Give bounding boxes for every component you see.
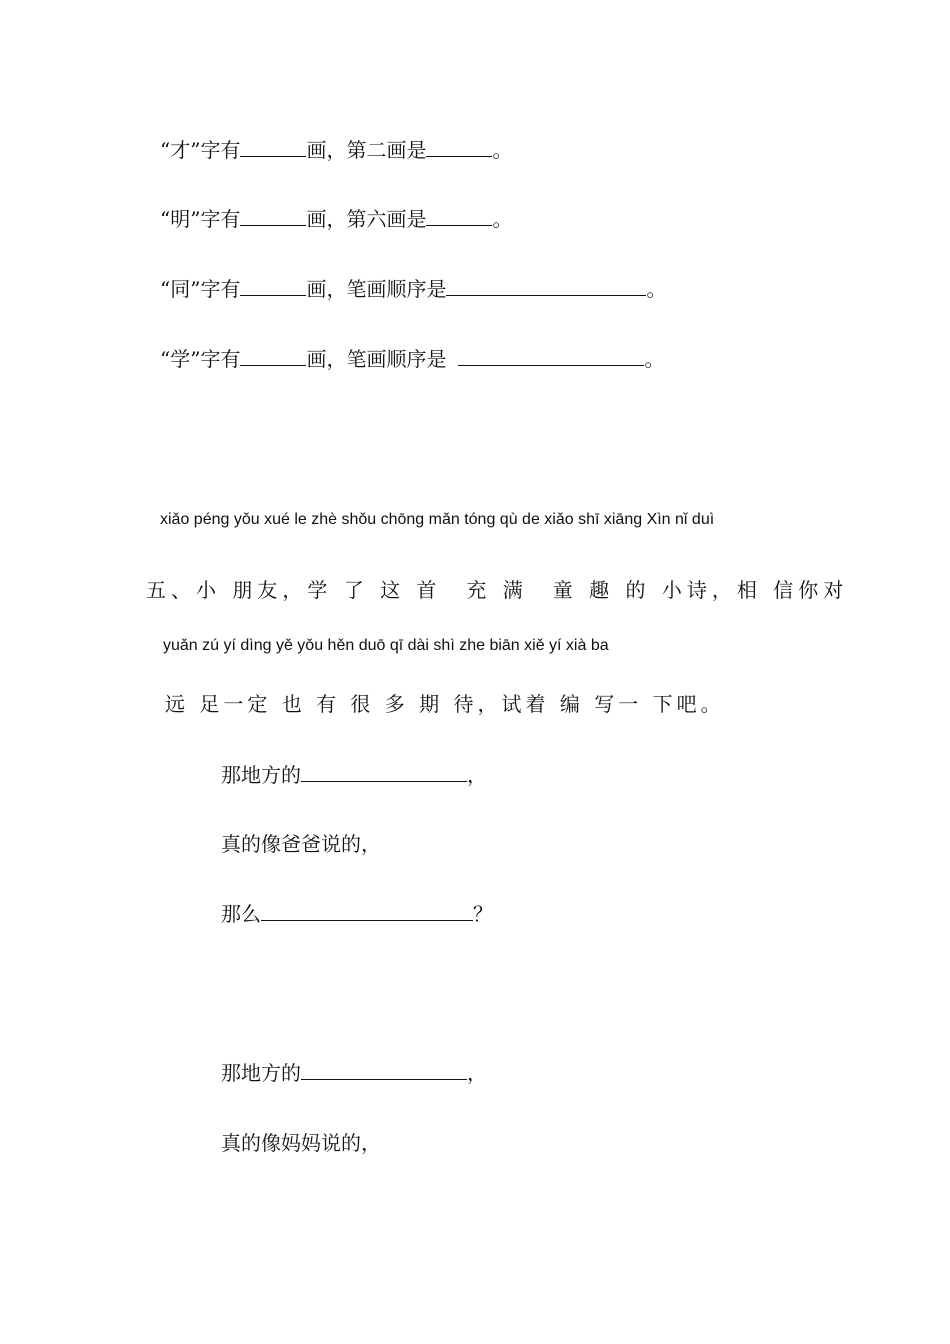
poem-line-5: 真的像妈妈说的， bbox=[221, 1131, 381, 1155]
poem-end: ？ bbox=[473, 902, 493, 926]
answer-blank[interactable] bbox=[240, 140, 306, 157]
poem-blank[interactable] bbox=[301, 765, 467, 782]
question-char: “明”字有 bbox=[160, 207, 241, 231]
stroke-question-4 bbox=[160, 349, 664, 369]
poem-start: 那地方的 bbox=[221, 763, 301, 787]
stroke-question-3 bbox=[160, 279, 666, 299]
answer-blank[interactable] bbox=[426, 209, 492, 226]
question-mid: 画，第二画是 bbox=[306, 138, 427, 162]
question-char: “同”字有 bbox=[160, 277, 241, 301]
poem-blank[interactable] bbox=[301, 1063, 467, 1080]
question-end: 。 bbox=[644, 347, 665, 371]
poem-end: ， bbox=[467, 1061, 487, 1085]
question-mid: 画，笔画顺序是 bbox=[306, 277, 447, 301]
poem-start: 那么 bbox=[221, 902, 261, 926]
question-char: “学”字有 bbox=[160, 347, 241, 371]
question-mid: 画，笔画顺序是 bbox=[306, 347, 447, 371]
answer-blank[interactable] bbox=[240, 349, 306, 366]
question-mid: 画，第六画是 bbox=[306, 207, 427, 231]
poem-line-2: 真的像爸爸说的， bbox=[221, 832, 381, 856]
question-char: “才”字有 bbox=[160, 138, 241, 162]
poem-start: 那地方的 bbox=[221, 1061, 301, 1085]
section5-pinyin-1: xiǎo péng yǒu xué le zhè shǒu chōng mǎn tóng qù de xiǎo shī xiāng Xìn nǐ duì bbox=[160, 511, 715, 528]
poem-line-1 bbox=[221, 765, 487, 785]
poem-line-3 bbox=[221, 904, 493, 924]
section5-text-2: 远 足一定 也 有 很 多 期 待，试着 编 写一 下吧。 bbox=[165, 692, 725, 716]
poem-end: ， bbox=[467, 763, 487, 787]
section5-text-1: 五、小 朋友，学 了 这 首 充 满 童 趣 的 小诗，相 信你对 bbox=[146, 578, 849, 602]
answer-blank[interactable] bbox=[446, 279, 646, 296]
answer-blank[interactable] bbox=[458, 349, 644, 366]
answer-blank[interactable] bbox=[240, 209, 306, 226]
question-end: 。 bbox=[492, 138, 513, 162]
stroke-question-1 bbox=[160, 140, 512, 160]
question-end: 。 bbox=[492, 207, 513, 231]
question-end: 。 bbox=[646, 277, 667, 301]
poem-line-4 bbox=[221, 1063, 487, 1083]
stroke-question-2 bbox=[160, 209, 512, 229]
answer-blank[interactable] bbox=[240, 279, 306, 296]
answer-blank[interactable] bbox=[426, 140, 492, 157]
poem-blank[interactable] bbox=[261, 904, 473, 921]
section5-pinyin-2: yuǎn zú yí dìng yě yǒu hěn duō qī dài shì zhe biān xiě yí xià ba bbox=[163, 637, 609, 654]
